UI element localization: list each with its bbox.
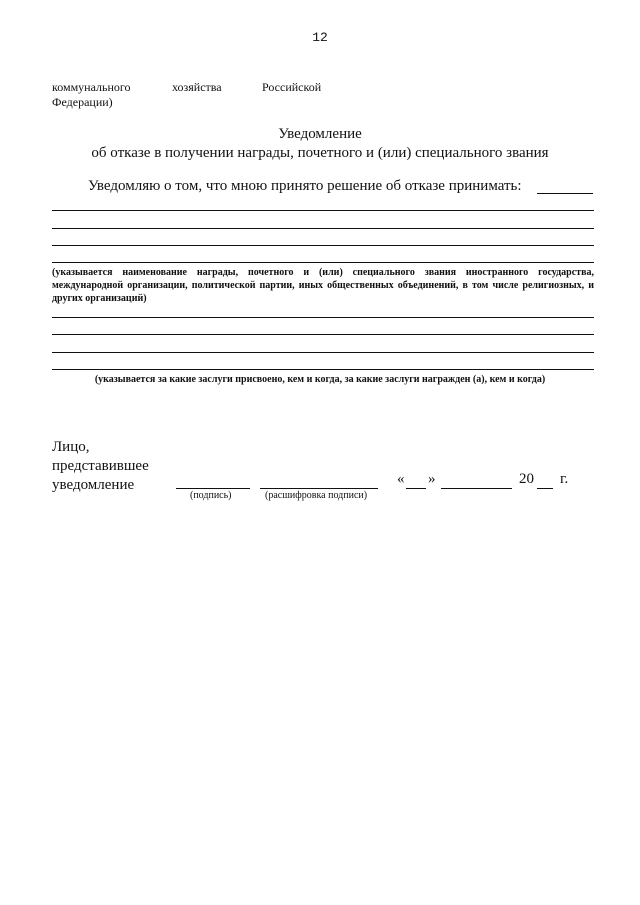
award-caption-line-3: других организаций)	[52, 293, 147, 304]
header-word-economy: хозяйства	[172, 80, 222, 94]
date-year-line[interactable]	[537, 488, 553, 489]
signature-decode-line[interactable]	[260, 488, 378, 489]
person-label-line-2: представившее	[52, 458, 149, 474]
merit-blank-line-3[interactable]	[52, 352, 594, 353]
document-subtitle: об отказе в получении награды, почетного и (или) специального звания	[91, 145, 549, 161]
document-title: Уведомление	[278, 126, 362, 142]
award-caption-line-1: (указывается наименование награды, почетного и (или) специального звания иностранного государства,	[52, 267, 594, 278]
header-word-federation: Федерации)	[52, 95, 113, 109]
award-caption-line-2: международной организации, политической партии, иных общественных объединений, в том числе религиозных, и	[52, 280, 594, 291]
merit-caption: (указывается за какие заслуги присвоено, кем и когда, за какие заслуги награжден (а), кем и когда)	[94, 374, 546, 385]
signature-caption: (подпись)	[190, 490, 232, 501]
merit-blank-line-2[interactable]	[52, 334, 594, 335]
award-blank-line-2[interactable]	[52, 228, 594, 229]
merit-blank-line-1[interactable]	[52, 317, 594, 318]
signature-decode-caption: (расшифровка подписи)	[265, 490, 368, 501]
date-day-line[interactable]	[406, 488, 426, 489]
award-blank-line-4[interactable]	[52, 262, 594, 263]
page-number: 12	[312, 30, 328, 45]
person-label-line-1: Лицо,	[52, 439, 90, 455]
header-word-communal: коммунального	[52, 80, 131, 94]
header-word-russian: Российской	[262, 80, 322, 94]
date-year-prefix: 20	[519, 471, 534, 487]
notice-lead-text: Уведомляю о том, что мною принято решение об отказе принимать:	[88, 178, 522, 194]
person-label-line-3: уведомление	[52, 477, 135, 493]
date-year-suffix: г.	[560, 471, 569, 487]
award-blank-line-1[interactable]	[52, 210, 594, 211]
date-quote-close: »	[428, 471, 436, 487]
merit-blank-line-4[interactable]	[52, 369, 594, 370]
award-blank-line-3[interactable]	[52, 245, 594, 246]
date-quote-open: «	[397, 471, 405, 487]
signature-line[interactable]	[176, 488, 250, 489]
date-month-line[interactable]	[441, 488, 512, 489]
lead-blank-line[interactable]	[537, 193, 593, 194]
person-label	[52, 438, 149, 495]
